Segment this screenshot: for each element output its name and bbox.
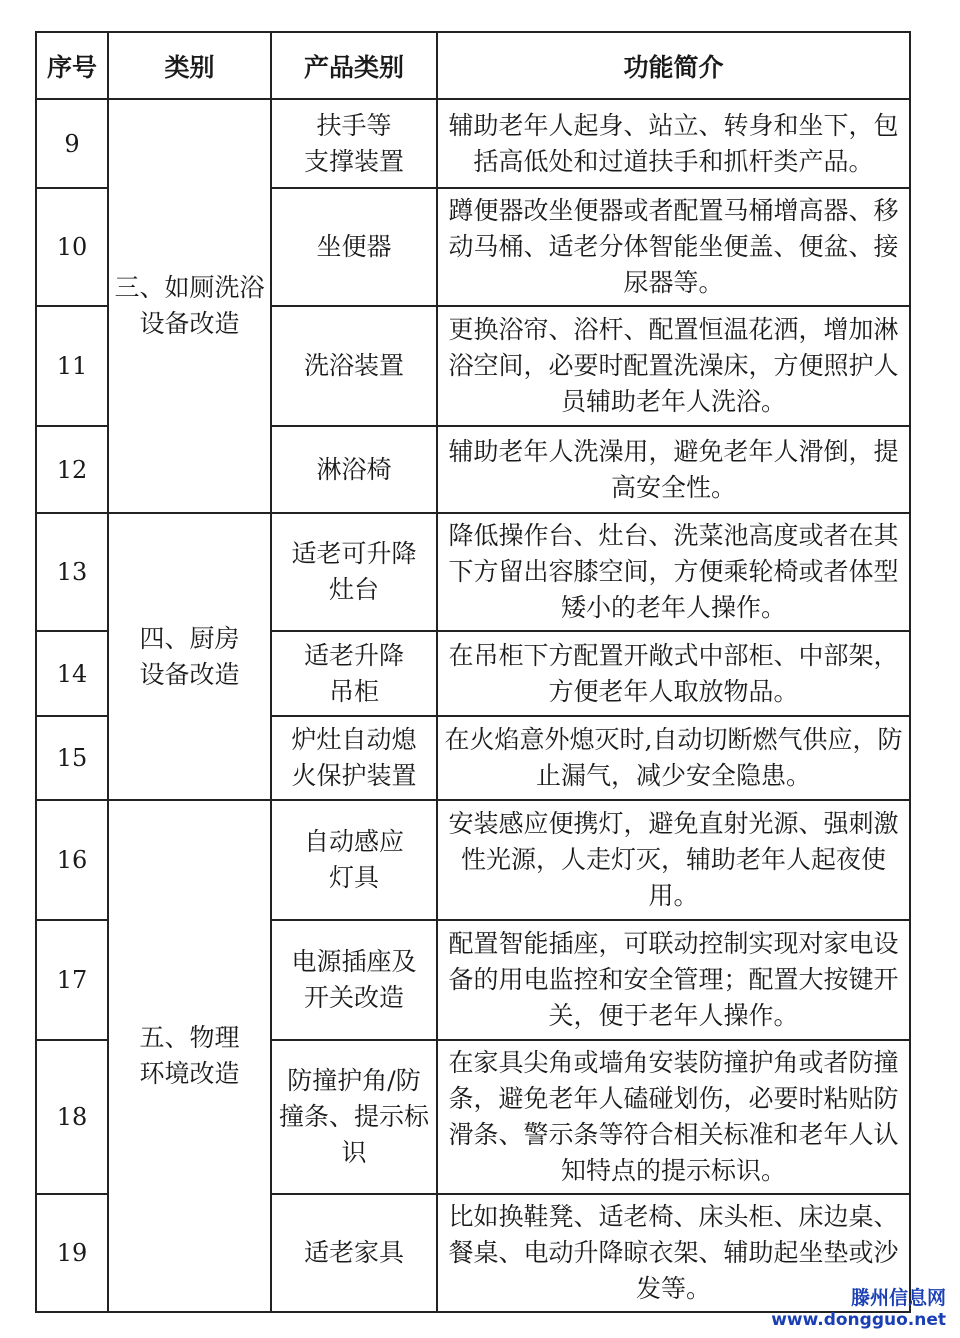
product-cell: [271, 631, 437, 716]
product-label: 适老可升降 灶台: [291, 539, 417, 604]
row-number: 9: [36, 99, 108, 188]
product-cell: [271, 306, 437, 426]
row-number: 16: [36, 800, 108, 920]
product-label: 电源插座及 开关改造: [291, 947, 417, 1012]
product-label: 洗浴装置: [303, 351, 404, 380]
description-cell: 蹲便器改坐便器或者配置马桶增高器、移动马桶、适老分体智能坐便盖、便盆、接尿器等。: [437, 188, 910, 306]
description-cell: 在火焰意外熄灭时,自动切断燃气供应，防止漏气，减少安全隐患。: [437, 716, 910, 800]
row-number: 19: [36, 1194, 108, 1312]
product-label: 淋浴椅: [316, 454, 392, 484]
header-product-category: 产品类别: [271, 32, 437, 99]
product-label: 自动感应 灯具: [303, 827, 404, 892]
category-cell: [108, 513, 271, 800]
description-cell: 在家具尖角或墙角安装防撞护角或者防撞条，避免老年人磕碰划伤，必要时粘贴防滑条、警示条等符合相关标准和老年人认知特点的提示标识。: [437, 1040, 910, 1194]
row-number: 12: [36, 426, 108, 513]
product-label: 适老升降 吊柜: [303, 640, 404, 706]
row-number: 17: [36, 920, 108, 1040]
category-label: 四、厨房 设备改造: [139, 623, 240, 689]
description-cell: 配置智能插座，可联动控制实现对家电设备的用电监控和安全管理；配置大按键开关，便于老年人操作。: [437, 920, 910, 1040]
description-cell: 在吊柜下方配置开敞式中部柜、中部架，方便老年人取放物品。: [437, 631, 910, 716]
category-label: 五、物理 环境改造: [139, 1023, 240, 1088]
row-number: 14: [36, 631, 108, 716]
product-label: 适老家具: [303, 1238, 404, 1267]
row-number: 11: [36, 306, 108, 426]
header-function-description: 功能简介: [437, 32, 910, 99]
table-row: [36, 99, 910, 188]
product-cell: [271, 1040, 437, 1194]
product-cell: [271, 800, 437, 920]
row-number: 15: [36, 716, 108, 800]
product-cell: [271, 1194, 437, 1312]
description-cell: 降低操作台、灶台、洗菜池高度或者在其下方留出容膝空间，方便乘轮椅或者体型矮小的老年人操作。: [437, 513, 910, 631]
category-label: 三、如厕洗浴 设备改造: [114, 273, 265, 338]
product-label: 防撞护角/防 撞条、提示标 识: [278, 1066, 429, 1167]
description-cell: 比如换鞋凳、适老椅、床头柜、床边桌、餐桌、电动升降晾衣架、辅助起坐垫或沙发等。: [437, 1194, 910, 1312]
product-cell: [271, 513, 437, 631]
header-category: 类别: [108, 32, 271, 99]
table-row: [36, 513, 910, 631]
product-label: 扶手等 支撑装置: [303, 110, 404, 176]
product-cell: [271, 99, 437, 188]
product-cell: [271, 426, 437, 513]
category-cell: [108, 99, 271, 513]
table-row: [36, 800, 910, 920]
product-table: [35, 31, 911, 1313]
description-cell: 更换浴帘、浴杆、配置恒温花洒，增加淋浴空间，必要时配置洗澡床，方便照护人员辅助老年人洗浴。: [437, 306, 910, 426]
site-watermark: [771, 1286, 946, 1330]
row-number: 10: [36, 188, 108, 306]
header-serial-number: 序号: [36, 32, 108, 99]
product-cell: [271, 716, 437, 800]
product-label: 坐便器: [316, 232, 392, 261]
category-cell: [108, 800, 271, 1312]
watermark-url: www.dongguo.net: [771, 1310, 946, 1330]
product-cell: [271, 188, 437, 306]
description-cell: 安装感应便携灯，避免直射光源、强刺激性光源，人走灯灭，辅助老年人起夜使用。: [437, 800, 910, 920]
description-cell: 辅助老年人起身、站立、转身和坐下，包括高低处和过道扶手和抓杆类产品。: [437, 99, 910, 188]
table-header-row: [36, 32, 910, 99]
product-label: 炉灶自动熄 火保护装置: [291, 725, 417, 790]
watermark-site-name: 滕州信息网: [850, 1287, 946, 1309]
product-cell: [271, 920, 437, 1040]
row-number: 13: [36, 513, 108, 631]
row-number: 18: [36, 1040, 108, 1194]
description-cell: 辅助老年人洗澡用，避免老年人滑倒，提高安全性。: [437, 426, 910, 513]
